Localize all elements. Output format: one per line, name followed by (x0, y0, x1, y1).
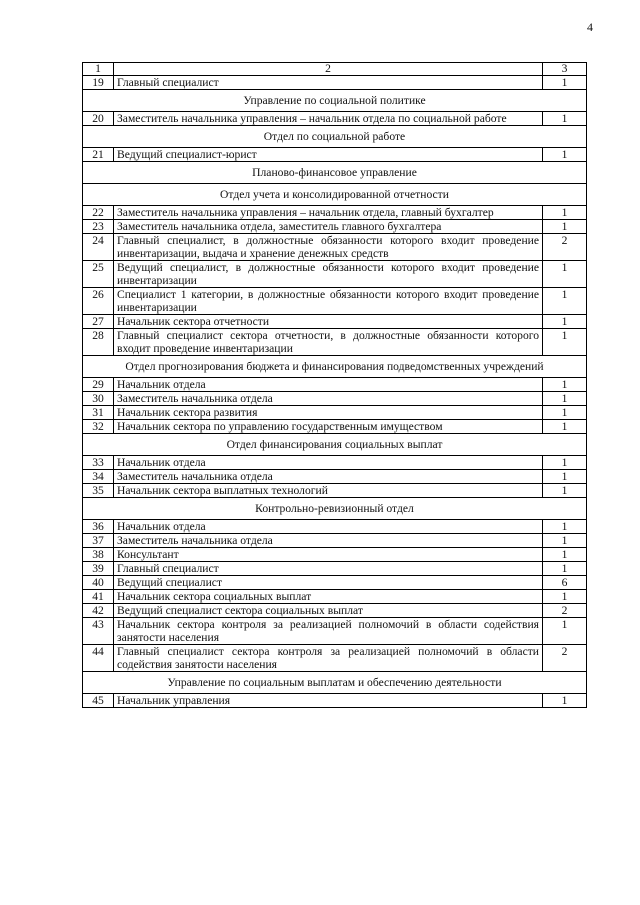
position-count: 1 (543, 288, 587, 315)
position-count: 1 (543, 694, 587, 708)
row-number: 43 (83, 618, 114, 645)
row-number: 45 (83, 694, 114, 708)
row-number: 39 (83, 562, 114, 576)
position-name: Начальник сектора выплатных технологий (114, 484, 543, 498)
position-count: 1 (543, 329, 587, 356)
row-number: 33 (83, 456, 114, 470)
row-number: 35 (83, 484, 114, 498)
position-name: Консультант (114, 548, 543, 562)
row-number: 29 (83, 378, 114, 392)
table-row (83, 470, 587, 484)
table-row (83, 392, 587, 406)
position-name: Специалист 1 категории, в должностные обязанности которого входит проведение инвентаризации (114, 288, 543, 315)
position-count: 1 (543, 520, 587, 534)
position-name: Начальник сектора контроля за реализацией полномочий в области содействия занятости населения (114, 618, 543, 645)
position-name: Заместитель начальника отдела (114, 470, 543, 484)
position-count: 2 (543, 604, 587, 618)
table-row (83, 484, 587, 498)
row-number: 28 (83, 329, 114, 356)
position-name: Начальник отдела (114, 520, 543, 534)
section-title: Отдел учета и консолидированной отчетности (83, 184, 587, 206)
table-row (83, 534, 587, 548)
table-row (83, 420, 587, 434)
position-count: 1 (543, 76, 587, 90)
row-number: 27 (83, 315, 114, 329)
section-row (83, 356, 587, 378)
row-number: 36 (83, 520, 114, 534)
position-name: Заместитель начальника управления – начальник отдела по социальной работе (114, 112, 543, 126)
position-count: 1 (543, 618, 587, 645)
row-number: 34 (83, 470, 114, 484)
position-name: Заместитель начальника отдела (114, 534, 543, 548)
table-row (83, 604, 587, 618)
table-row (83, 694, 587, 708)
position-count: 1 (543, 590, 587, 604)
table-row (83, 456, 587, 470)
section-title: Отдел прогнозирования бюджета и финансирования подведомственных учреждений (83, 356, 587, 378)
section-row (83, 184, 587, 206)
row-number: 19 (83, 76, 114, 90)
section-title: Отдел финансирования социальных выплат (83, 434, 587, 456)
position-name: Начальник отдела (114, 456, 543, 470)
section-row (83, 434, 587, 456)
position-count: 1 (543, 392, 587, 406)
section-row (83, 90, 587, 112)
row-number: 42 (83, 604, 114, 618)
table-row (83, 520, 587, 534)
section-row (83, 498, 587, 520)
position-count: 1 (543, 261, 587, 288)
position-name: Главный специалист сектора контроля за реализацией полномочий в области содействия занятости населения (114, 645, 543, 672)
row-number: 31 (83, 406, 114, 420)
table-row (83, 548, 587, 562)
position-count: 1 (543, 206, 587, 220)
row-number: 23 (83, 220, 114, 234)
row-number: 41 (83, 590, 114, 604)
table-row (83, 645, 587, 672)
table-row (83, 112, 587, 126)
position-count: 2 (543, 234, 587, 261)
row-number: 30 (83, 392, 114, 406)
position-count: 1 (543, 148, 587, 162)
position-name: Ведущий специалист, в должностные обязанности которого входит проведение инвентаризации (114, 261, 543, 288)
position-count: 1 (543, 484, 587, 498)
table-row (83, 315, 587, 329)
section-title: Управление по социальной политике (83, 90, 587, 112)
position-count: 6 (543, 576, 587, 590)
position-name: Начальник сектора социальных выплат (114, 590, 543, 604)
section-title: Отдел по социальной работе (83, 126, 587, 148)
position-count: 2 (543, 645, 587, 672)
header-col-1: 1 (83, 63, 114, 76)
position-count: 1 (543, 315, 587, 329)
row-number: 22 (83, 206, 114, 220)
table-row (83, 206, 587, 220)
position-name: Главный специалист (114, 76, 543, 90)
position-name: Заместитель начальника отдела, заместитель главного бухгалтера (114, 220, 543, 234)
table-row (83, 261, 587, 288)
position-count: 1 (543, 534, 587, 548)
row-number: 40 (83, 576, 114, 590)
position-name: Главный специалист (114, 562, 543, 576)
position-count: 1 (543, 420, 587, 434)
header-col-3: 3 (543, 63, 587, 76)
position-name: Заместитель начальника управления – начальник отдела, главный бухгалтер (114, 206, 543, 220)
row-number: 32 (83, 420, 114, 434)
position-name: Ведущий специалист сектора социальных выплат (114, 604, 543, 618)
position-name: Главный специалист сектора отчетности, в должностные обязанности которого входит проведение инвентаризации (114, 329, 543, 356)
table-row (83, 562, 587, 576)
section-title: Управление по социальным выплатам и обеспечению деятельности (83, 672, 587, 694)
row-number: 21 (83, 148, 114, 162)
table-row (83, 406, 587, 420)
row-number: 38 (83, 548, 114, 562)
position-count: 1 (543, 378, 587, 392)
table-row (83, 220, 587, 234)
position-count: 1 (543, 406, 587, 420)
row-number: 26 (83, 288, 114, 315)
position-name: Начальник управления (114, 694, 543, 708)
table-row (83, 378, 587, 392)
section-title: Контрольно-ревизионный отдел (83, 498, 587, 520)
table-row (83, 148, 587, 162)
row-number: 24 (83, 234, 114, 261)
section-title: Планово-финансовое управление (83, 162, 587, 184)
position-count: 1 (543, 456, 587, 470)
staffing-table (82, 62, 587, 708)
position-count: 1 (543, 548, 587, 562)
position-name: Заместитель начальника отдела (114, 392, 543, 406)
row-number: 20 (83, 112, 114, 126)
section-row (83, 672, 587, 694)
table-header-row (83, 63, 587, 76)
table-row (83, 234, 587, 261)
row-number: 25 (83, 261, 114, 288)
table-row (83, 288, 587, 315)
position-name: Начальник отдела (114, 378, 543, 392)
position-count: 1 (543, 562, 587, 576)
section-row (83, 162, 587, 184)
position-name: Ведущий специалист (114, 576, 543, 590)
position-name: Начальник сектора развития (114, 406, 543, 420)
position-count: 1 (543, 470, 587, 484)
position-count: 1 (543, 112, 587, 126)
table-row (83, 576, 587, 590)
header-col-2: 2 (114, 63, 543, 76)
table-row (83, 329, 587, 356)
table-row (83, 618, 587, 645)
row-number: 44 (83, 645, 114, 672)
position-name: Начальник сектора отчетности (114, 315, 543, 329)
section-row (83, 126, 587, 148)
table-row (83, 590, 587, 604)
position-name: Ведущий специалист-юрист (114, 148, 543, 162)
position-name: Главный специалист, в должностные обязанности которого входит проведение инвентаризации, выдача и хранение денежных средств (114, 234, 543, 261)
table-row (83, 76, 587, 90)
position-count: 1 (543, 220, 587, 234)
page-number: 4 (587, 20, 593, 34)
row-number: 37 (83, 534, 114, 548)
position-name: Начальник сектора по управлению государственным имуществом (114, 420, 543, 434)
